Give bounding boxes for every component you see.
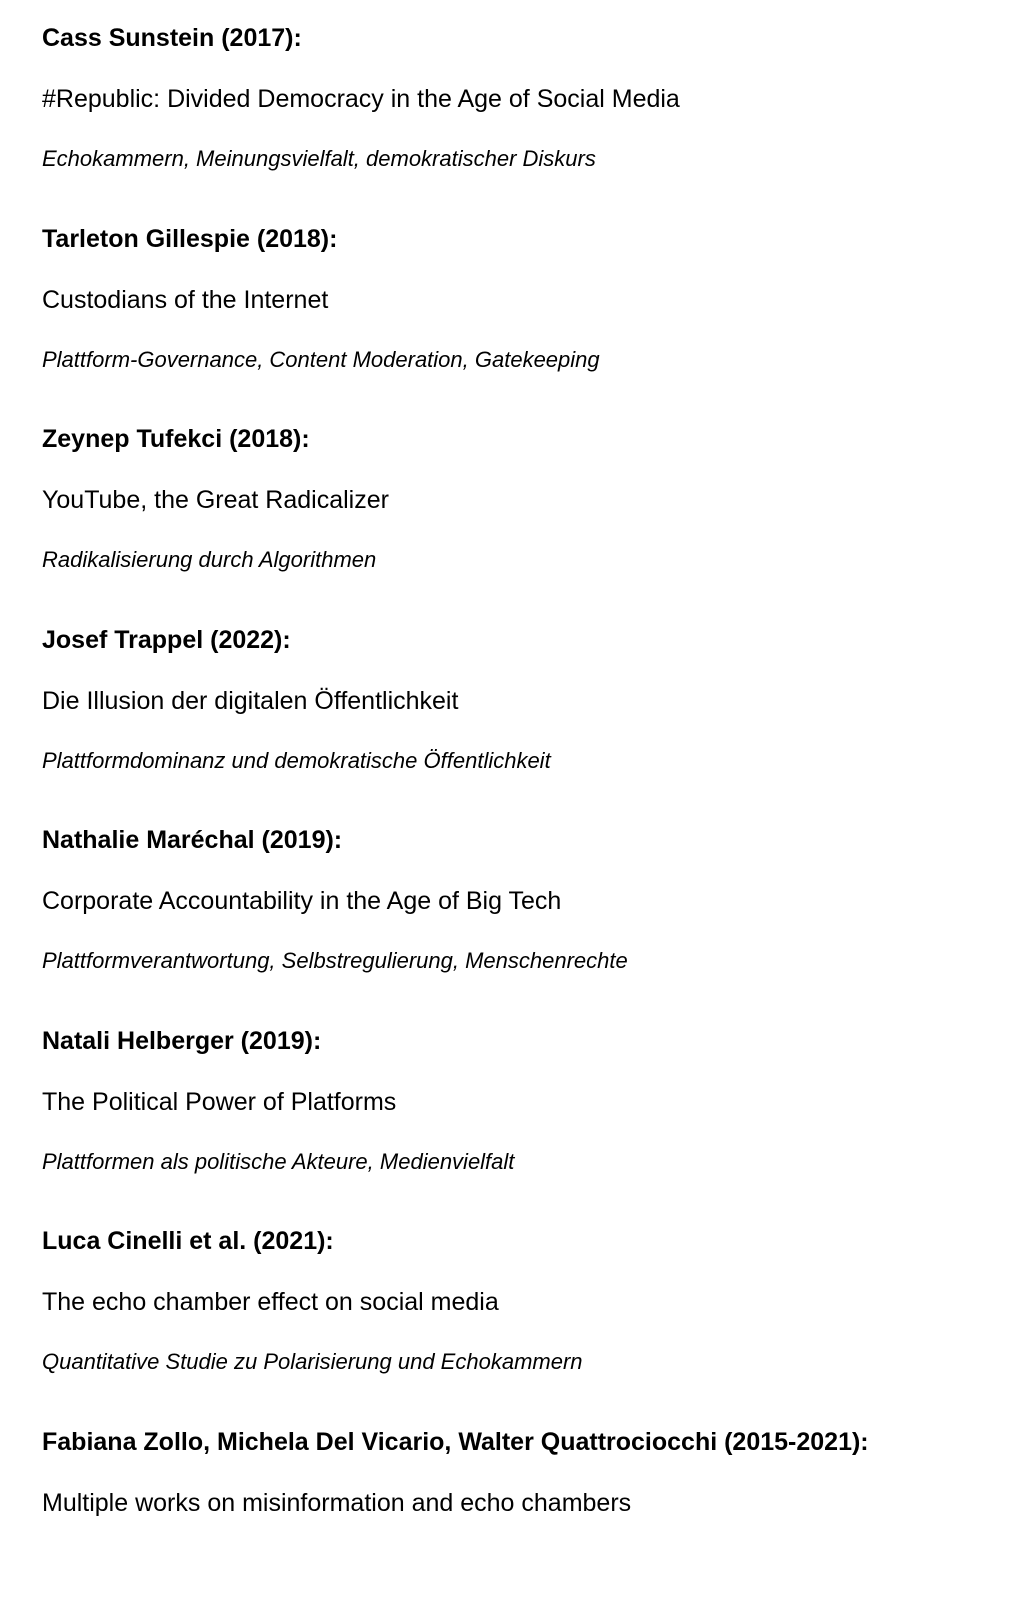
reference-entry-helberger	[42, 1023, 1012, 1224]
entry-author: Natali Helberger (2019):	[42, 1023, 321, 1059]
entry-author: Zeynep Tufekci (2018):	[42, 421, 310, 457]
entry-title: YouTube, the Great Radicalizer	[42, 482, 389, 518]
entry-title: The Political Power of Platforms	[42, 1084, 396, 1120]
entry-title: Corporate Accountability in the Age of Big Tech	[42, 883, 561, 919]
reference-list	[42, 20, 1012, 1624]
entry-author: Luca Cinelli et al. (2021):	[42, 1223, 334, 1259]
entry-keywords: Plattformdominanz und demokratische Öffentlichkeit	[42, 744, 551, 778]
entry-author: Tarleton Gillespie (2018):	[42, 221, 337, 257]
reference-entry-trappel	[42, 622, 1012, 823]
entry-title: The echo chamber effect on social media	[42, 1284, 499, 1320]
reference-entry-cinelli	[42, 1223, 1012, 1424]
reference-entry-zollo	[42, 1424, 1012, 1624]
reference-entry-gillespie	[42, 221, 1012, 422]
entry-title: Die Illusion der digitalen Öffentlichkeit	[42, 683, 458, 719]
entry-keywords: Plattformen als politische Akteure, Medienvielfalt	[42, 1145, 514, 1179]
entry-author: Cass Sunstein (2017):	[42, 20, 302, 56]
reference-entry-tufekci	[42, 421, 1012, 622]
entry-keywords: Plattform-Governance, Content Moderation, Gatekeeping	[42, 343, 600, 377]
reference-entry-marechal	[42, 822, 1012, 1023]
entry-keywords: Quantitative Studie zu Polarisierung und Echokammern	[42, 1345, 583, 1379]
entry-keywords: Echokammern, Meinungsvielfalt, demokratischer Diskurs	[42, 142, 596, 176]
entry-author: Josef Trappel (2022):	[42, 622, 291, 658]
entry-title: #Republic: Divided Democracy in the Age of Social Media	[42, 81, 680, 117]
reference-entry-sunstein	[42, 20, 1012, 221]
entry-author: Fabiana Zollo, Michela Del Vicario, Walter Quattrociocchi (2015-2021):	[42, 1424, 869, 1460]
entry-keywords: Plattformverantwortung, Selbstregulierung, Menschenrechte	[42, 944, 628, 978]
entry-author: Nathalie Maréchal (2019):	[42, 822, 342, 858]
entry-keywords: Radikalisierung durch Algorithmen	[42, 543, 376, 577]
entry-title: Custodians of the Internet	[42, 282, 328, 318]
entry-title: Multiple works on misinformation and echo chambers	[42, 1485, 631, 1521]
